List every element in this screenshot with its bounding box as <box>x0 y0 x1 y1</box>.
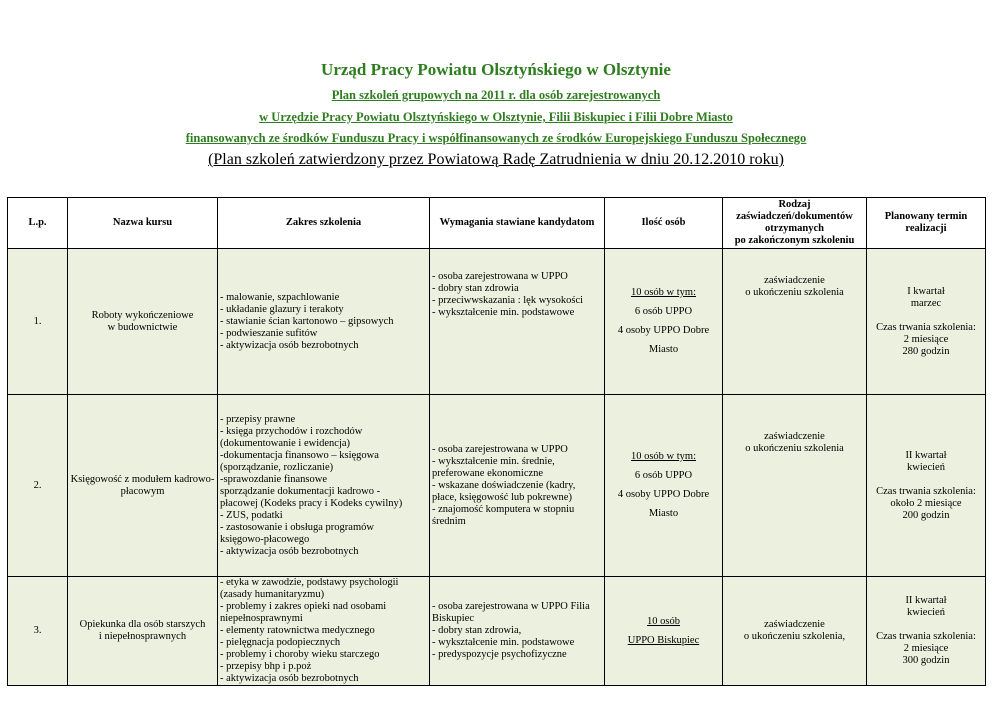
row-lp: 2. <box>8 395 68 577</box>
row-certificate-type: zaświadczenie o ukończeniu szkolenia <box>723 395 867 577</box>
row-course-name: Roboty wykończeniowe w budownictwie <box>68 249 218 395</box>
table-row <box>8 395 986 577</box>
header-training-scope: Zakres szkolenia <box>218 198 430 249</box>
row-number-of-people: 10 osób w tym: 6 osób UPPO 4 osoby UPPO Dobre Miasto <box>605 249 723 395</box>
table-header-row <box>8 198 986 249</box>
plan-heading: Plan szkoleń grupowych na 2011 r. dla osób zarejestrowanych <box>331 88 661 102</box>
row-course-name: Księgowość z modułem kadrowo- płacowym <box>68 395 218 577</box>
plan-heading-offices: w Urzędzie Pracy Powiatu Olsztyńskiego w Olsztynie, Filii Biskupiec i Filii Dobre Miasto <box>259 110 733 124</box>
row-certificate-type: zaświadczenie o ukończeniu szkolenia, <box>723 577 867 686</box>
row-planned-date: I kwartał marzec Czas trwania szkolenia: 2 miesiące 280 godzin <box>867 249 986 395</box>
row-requirements: - osoba zarejestrowana w UPPO - dobry stan zdrowia - przeciwwskazania : lęk wysokości - wykształcenie min. podstawowe <box>430 249 605 395</box>
plan-heading-funding: finansowanych ze środków Funduszu Pracy i współfinansowanych ze środków Europejskiego Funduszu Społecznego <box>185 131 807 145</box>
table-row <box>8 577 986 686</box>
header-planned-date: Planowany termin realizacji <box>867 198 986 249</box>
row-certificate-type: zaświadczenie o ukończeniu szkolenia <box>723 249 867 395</box>
header-certificate-type: Rodzaj zaświadczeń/dokumentów otrzymanych po zakończonym szkoleniu <box>723 198 867 249</box>
row-number-of-people: 10 osób UPPO Biskupiec <box>605 577 723 686</box>
header-lp: L.p. <box>8 198 68 249</box>
row-lp: 1. <box>8 249 68 395</box>
row-requirements: - osoba zarejestrowana w UPPO - wykształcenie min. średnie, preferowane ekonomiczne - wskazane doświadczenie (kadry, płace, księgowość lub pokrewne) - znajomość komputera w stopniu średnim <box>430 395 605 577</box>
row-training-scope: - malowanie, szpachlowanie - układanie glazury i terakoty - stawianie ścian kartonowo – gipsowych - podwieszanie sufitów - aktywizacja osób bezrobotnych <box>218 249 430 395</box>
row-course-name: Opiekunka dla osób starszych i niepełnosprawnych <box>68 577 218 686</box>
plan-approval-note: (Plan szkoleń zatwierdzony przez Powiatową Radę Zatrudnienia w dniu 20.12.2010 roku) <box>208 151 784 168</box>
row-requirements: - osoba zarejestrowana w UPPO Filia Biskupiec - dobry stan zdrowia, - wykształcenie min. podstawowe - predyspozycje psychofizyczne <box>430 577 605 686</box>
row-lp: 3. <box>8 577 68 686</box>
table-row <box>8 249 986 395</box>
training-plan-table <box>7 197 986 686</box>
page-title: Urząd Pracy Powiatu Olsztyńskiego w Olsztynie <box>321 60 671 79</box>
row-training-scope: - etyka w zawodzie, podstawy psychologii (zasady humanitaryzmu) - problemy i zakres opieki nad osobami niepełnosprawnymi - elementy ratownictwa medycznego - pielęgnacja podopiecznych - problemy i choroby wieku starczego - przepisy bhp i p.poż - aktywizacja osób bezrobotnych <box>218 577 430 686</box>
header-requirements: Wymagania stawiane kandydatom <box>430 198 605 249</box>
header-course-name: Nazwa kursu <box>68 198 218 249</box>
row-training-scope: - przepisy prawne - księga przychodów i rozchodów (dokumentowanie i ewidencja) -dokumentacja finansowo – księgowa (sporządzanie, rozliczanie) -sprawozdanie finansowe sporządzanie dokumentacji kadrowo - płacowej (Kodeks pracy i Kodeks cywilny) - ZUS, podatki - zastosowanie i obsługa programów księgowo-płacowego - aktywizacja osób bezrobotnych <box>218 395 430 577</box>
row-number-of-people: 10 osób w tym: 6 osób UPPO 4 osoby UPPO Dobre Miasto <box>605 395 723 577</box>
row-planned-date: II kwartał kwiecień Czas trwania szkolenia: około 2 miesiące 200 godzin <box>867 395 986 577</box>
header-number-of-people: Ilość osób <box>605 198 723 249</box>
row-planned-date: II kwartał kwiecień Czas trwania szkolenia: 2 miesiące 300 godzin <box>867 577 986 686</box>
